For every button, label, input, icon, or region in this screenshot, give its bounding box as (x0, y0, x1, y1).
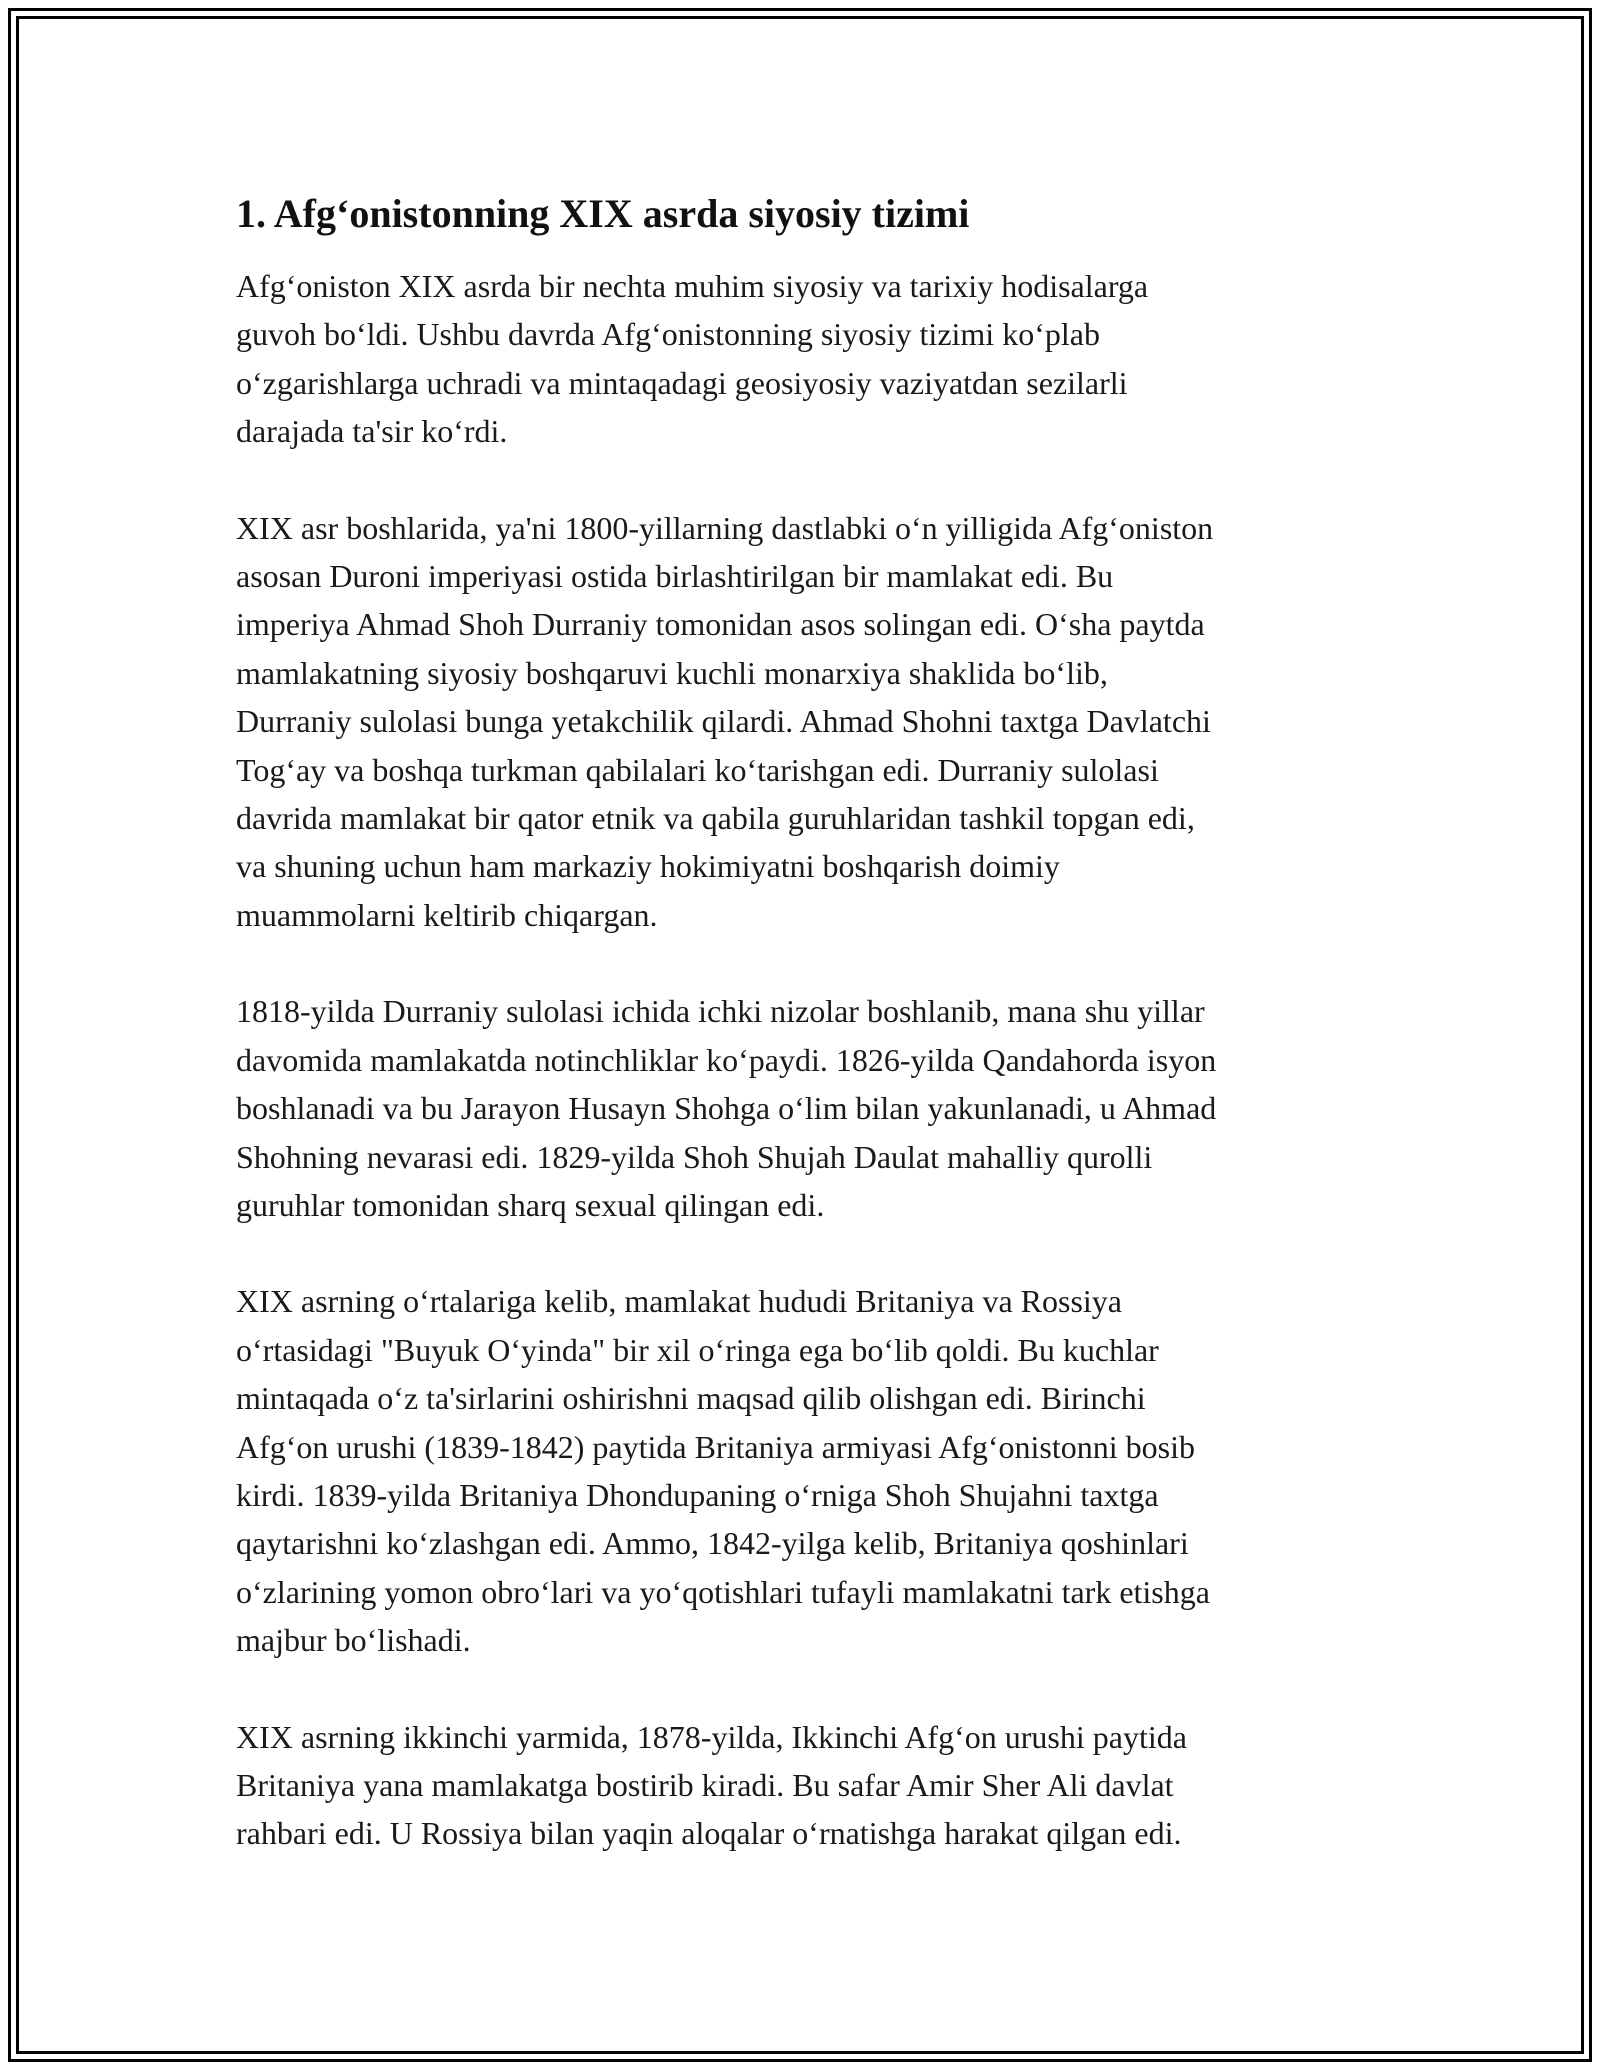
paragraph-great-game: XIX asrning o‘rtalariga kelib, mamlakat hududi Britaniya va Rossiya o‘rtasidagi "Buyuk O‘yinda" bir xil o‘ringa ega bo‘lib qoldi. Bu kuchlar mintaqada o‘z ta'sirlarini oshirishni maqsad qilib olishgan edi. Birinchi Afg‘on urushi (1839-1842) paytida Britaniya armiyasi Afg‘onistonni bosib kirdi. 1839-yilda Britaniya Dhondupaning o‘rniga Shoh Shujahni taxtga qaytarishni ko‘zlashgan edi. Ammo, 1842-yilga kelib, Britaniya qoshinlari o‘zlarining yomon obro‘lari va yo‘qotishlari tufayli mamlakatni tark etishga majbur bo‘lishadi. (236, 1283, 1210, 1659)
document-body (236, 186, 1386, 1906)
paragraph-intro: Afg‘oniston XIX asrda bir nechta muhim siyosiy va tarixiy hodisalarga guvoh bo‘ldi. Ushbu davrda Afg‘onistonning siyosiy tizimi ko‘plab o‘zgarishlarga uchradi va mintaqadagi geosiyosiy vaziyatdan sezilarli darajada ta'sir ko‘rdi. (236, 268, 1149, 450)
paragraph-internal-conflicts: 1818-yilda Durraniy sulolasi ichida ichki nizolar boshlanib, mana shu yillar davomida mamlakatda notinchliklar ko‘paydi. 1826-yilda Qandahorda isyon boshlanadi va bu Jarayon Husayn Shohga o‘lim bilan yakunlanadi, u Ahmad Shohning nevarasi edi. 1829-yilda Shoh Shujah Daulat mahalliy qurolli guruhlar tomonidan sharq sexual qilingan edi. (236, 993, 1217, 1223)
section-heading: 1. Afg‘onistonning XIX asrda siyosiy tizimi (236, 191, 970, 236)
paragraph-second-war: XIX asrning ikkinchi yarmida, 1878-yilda, Ikkinchi Afg‘on urushi paytida Britaniya yana mamlakatga bostirib kiradi. Bu safar Amir Sher Ali davlat rahbari edi. U Rossiya bilan yaqin aloqalar o‘rnatishga harakat qilgan edi. (236, 1718, 1187, 1852)
paragraph-durrani-empire: XIX asr boshlarida, ya'ni 1800-yillarning dastlabki o‘n yilligida Afg‘oniston asosan Duroni imperiyasi ostida birlashtirilgan bir mamlakat edi. Bu imperiya Ahmad Shoh Durraniy tomonidan asos solingan edi. O‘sha paytda mamlakatning siyosiy boshqaruvi kuchli monarxiya shaklida bo‘lib, Durraniy sulolasi bunga yetakchilik qilardi. Ahmad Shohni taxtga Davlatchi Tog‘ay va boshqa turkman qabilalari ko‘tarishgan edi. Durraniy sulolasi davrida mamlakat bir qator etnik va qabila guruhlaridan tashkil topgan edi, va shuning uchun ham markaziy hokimiyatni boshqarish doimiy muammolarni keltirib chiqargan. (236, 509, 1214, 933)
